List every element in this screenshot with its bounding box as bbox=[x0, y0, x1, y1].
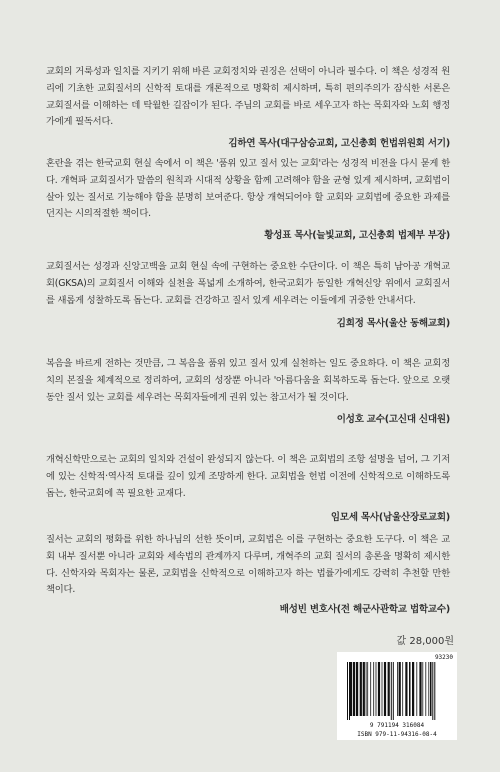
endorsement-text: 개혁신학만으로는 교회의 일치와 건설이 완성되지 않는다. 이 책은 교회법의 조항 설명을 넘어, 그 기저에 있는 신학적·역사적 토대를 깊이 있게 조망하게 한다. 교회법을 헌법 이전에 신학적으로 이해하도록 돕는, 한국교회에 꼭 필요한 교재다. bbox=[46, 454, 450, 499]
endorsement bbox=[46, 64, 450, 151]
endorsement-text: 질서는 교회의 평화를 위한 하나님의 선한 뜻이며, 교회법은 이를 구현하는 중요한 도구다. 이 책은 교회 내부 질서뿐 아니라 교회와 세속법의 관계까지 다루며, 개혁주의 교회 질서의 총론을 명확히 제시한다. 신학자와 목회자는 물론, 교회법을 신학적으로 이해하고자 하는 법률가에게도 강력히 추천할 만한 책이다. bbox=[46, 534, 450, 596]
endorsement bbox=[46, 452, 450, 525]
barcode-addon-number: 93230 bbox=[434, 654, 453, 661]
endorsement bbox=[46, 532, 450, 617]
endorsement-signature: 이성호 교수(고신대 신대원) bbox=[336, 414, 450, 426]
endorsement-text: 혼란을 겪는 한국교회 현실 속에서 이 책은 '품위 있고 질서 있는 교회'라는 성경적 비전을 다시 묻게 한다. 개혁파 교회질서가 말씀의 원칙과 시대적 상황을 함께 고려해야 함을 균형 있게 제시하며, 교회법이 살아 있는 질서로 기능해야 함을 분명히 보여준다. 항상 개혁되어야 할 교회와 교회법에 중요한 과제를 던지는 시의적절한 책이다. bbox=[46, 158, 450, 220]
endorsement-text: 교회의 거룩성과 일치를 지키기 위해 바른 교회정치와 권징은 선택이 아니라 필수다. 이 책은 성경적 원리에 기초한 교회질서의 신학적 토대를 개론적으로 명확히 제시하며, 특히 편의주의가 잠식한 서론은 교회질서를 이해하는 데 탁월한 길잡이가 된다. 주님의 교회를 바로 세우고자 하는 목회자와 노회 행정가에게 필독서다. bbox=[46, 66, 450, 128]
endorsement bbox=[46, 156, 450, 243]
endorsement-signature: 김하연 목사(대구삼승교회, 고신총회 헌법위원회 서기) bbox=[228, 138, 450, 150]
price-label: 값 28,000원 bbox=[396, 636, 454, 647]
endorsement bbox=[46, 259, 450, 331]
endorsement bbox=[46, 356, 450, 427]
endorsement-signature: 배성빈 변호사(전 해군사관학교 법학교수) bbox=[279, 604, 450, 616]
endorsement-signature: 황성표 목사(늘빛교회, 고신총회 법제부 부장) bbox=[264, 230, 450, 242]
isbn-barcode bbox=[337, 652, 457, 740]
barcode-digits: 9 791194 316084 bbox=[369, 722, 425, 729]
endorsement-text: 복음을 바르게 전하는 것만큼, 그 복음을 품위 있고 질서 있게 실천하는 일도 중요하다. 이 책은 교회정치의 본질을 체계적으로 정리하여, 교회의 성장뿐 아니라 '아름다움을 회복하도록 돕는다. 앞으로 오랫동안 질서 있는 교회를 세우려는 목회자들에게 권위 있는 참고서가 될 것이다. bbox=[46, 358, 450, 403]
endorsement-signature: 김희정 목사(울산 동해교회) bbox=[336, 318, 450, 330]
endorsement-text: 교회질서는 성경과 신앙고백을 교회 현실 속에 구현하는 중요한 수단이다. 이 책은 특히 남아공 개혁교회(GKSA)의 교회질서 이해와 실천을 폭넓게 소개하여, 한국교회가 동일한 개혁신앙 위에서 교회질서를 새롭게 성찰하도록 돕는다. 교회를 건강하고 질서 있게 세우려는 이들에게 귀중한 안내서다. bbox=[46, 261, 450, 306]
isbn-number: ISBN 979-11-94316-08-4 bbox=[357, 731, 437, 738]
endorsement-signature: 임모세 목사(남울산장로교회) bbox=[330, 512, 450, 524]
